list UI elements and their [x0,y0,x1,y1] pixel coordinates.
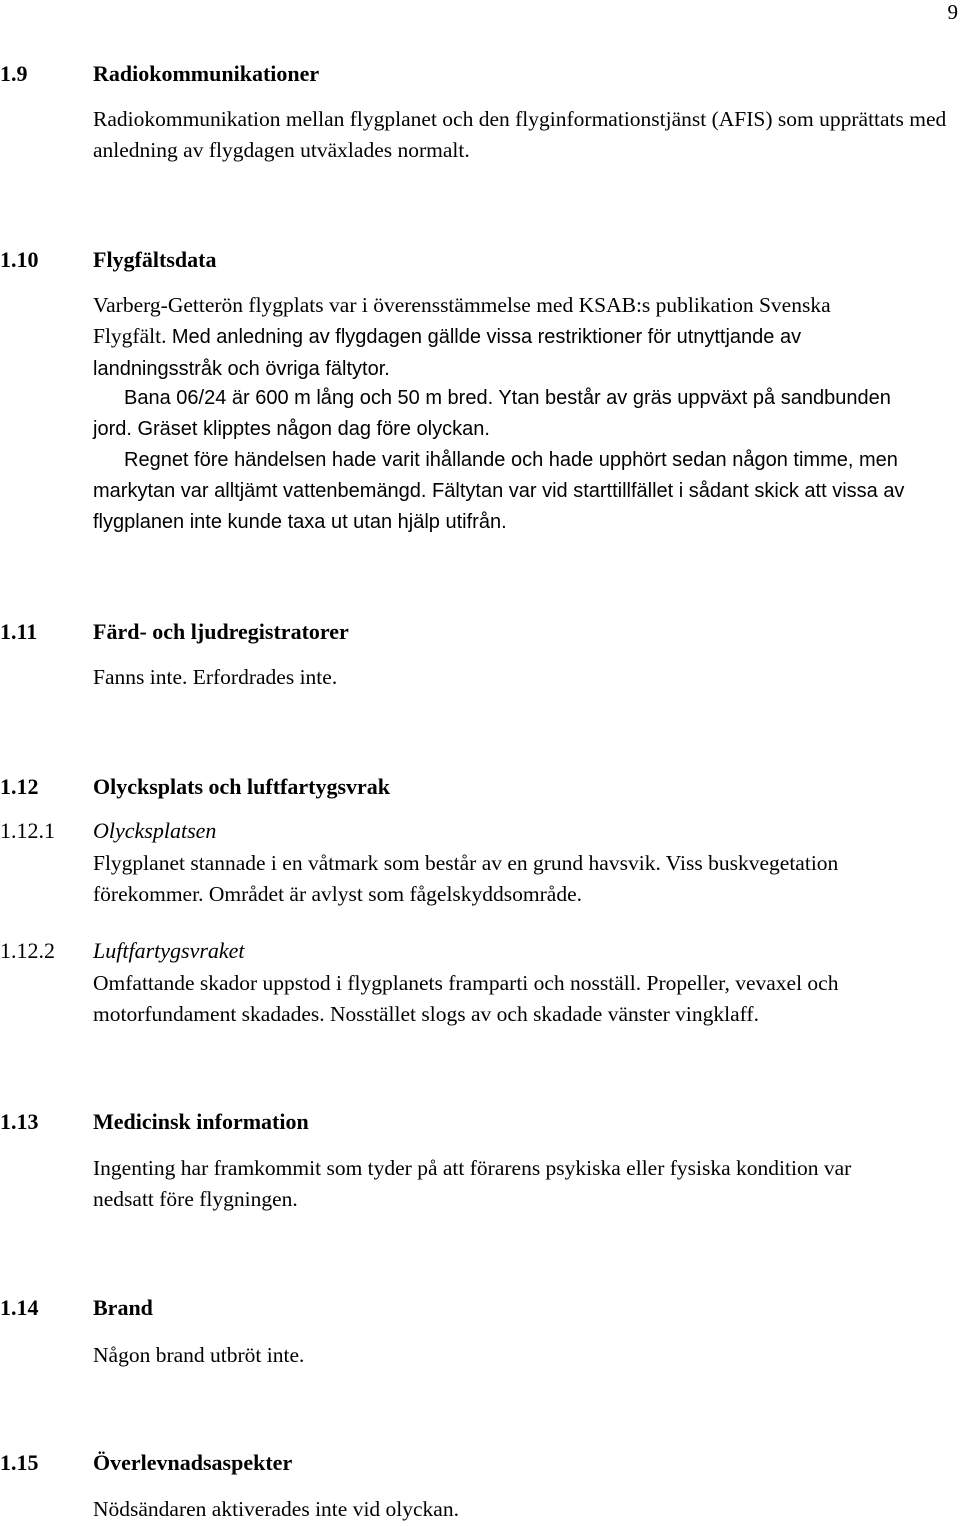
section-title: Flygfältsdata [93,247,217,272]
section-paragraph: Ingenting har framkommit som tyder på att förarens psykiska eller fysiska kondition var nedsatt före flygningen. [93,1156,852,1211]
section-number: 1.13 [0,1109,39,1134]
section-title: Överlevnadsaspekter [93,1450,293,1475]
subsection-paragraph: Flygplanet stannade i en våtmark som består av en grund havsvik. Viss buskvegetation förekommer. Området är avlyst som fågelskyddsområde. [93,851,839,906]
subsection-number: 1.12.1 [0,818,55,843]
section-title: Radiokommunikationer [93,61,320,86]
section-paragraph: Fanns inte. Erfordrades inte. [93,665,338,689]
section-title: Färd- och ljudregistratorer [93,619,349,644]
section-paragraph: Någon brand utbröt inte. [93,1343,305,1367]
section-number: 1.9 [0,61,28,86]
subsection-title: Luftfartygsvraket [93,938,245,963]
paragraph-text: Med anledning av flygdagen gällde vissa restriktioner för utnyttjande av landningsstråk och övriga fältytor. [93,326,802,380]
section-title: Olycksplats och luftfartygsvrak [93,774,390,799]
section-number: 1.11 [0,619,38,644]
page-number: 9 [947,0,958,24]
section-number: 1.10 [0,247,39,272]
section-paragraph: Regnet före händelsen hade varit ihållande och hade upphört sedan någon timme, men markytan var alltjämt vattenbemängd. Fältytan var vid starttillfället i sådant skick att vissa av flygplanen inte kunde taxa ut utan hjälp utifrån. [93,449,905,533]
section-number: 1.14 [0,1295,39,1320]
section-number: 1.15 [0,1450,39,1475]
section-paragraph: Radiokommunikation mellan flygplanet och den flyginformationstjänst (AFIS) som upprättats med anledning av flygdagen utväxlades normalt. [93,107,947,162]
subsection-paragraph: Omfattande skador uppstod i flygplanets framparti och nosställ. Propeller, vevaxel och motorfundament skadades. Nosstället slogs av och skadade vänster vingklaff. [93,971,839,1026]
section-title: Medicinsk information [93,1109,309,1134]
subsection-title: Olycksplatsen [93,818,217,843]
section-title: Brand [93,1295,153,1320]
subsection-number: 1.12.2 [0,938,55,963]
section-paragraph [93,290,903,385]
section-paragraph: Bana 06/24 är 600 m lång och 50 m bred. Ytan består av gräs uppväxt på sandbunden jord. Gräset klipptes någon dag före olyckan. [93,387,891,440]
paragraph-text: Varberg-Getterön flygplats var i överensstämmelse med KSAB:s publikation Svenska Flygfält. [93,293,831,348]
section-number: 1.12 [0,774,39,799]
section-paragraph: Nödsändaren aktiverades inte vid olyckan. [93,1497,459,1521]
